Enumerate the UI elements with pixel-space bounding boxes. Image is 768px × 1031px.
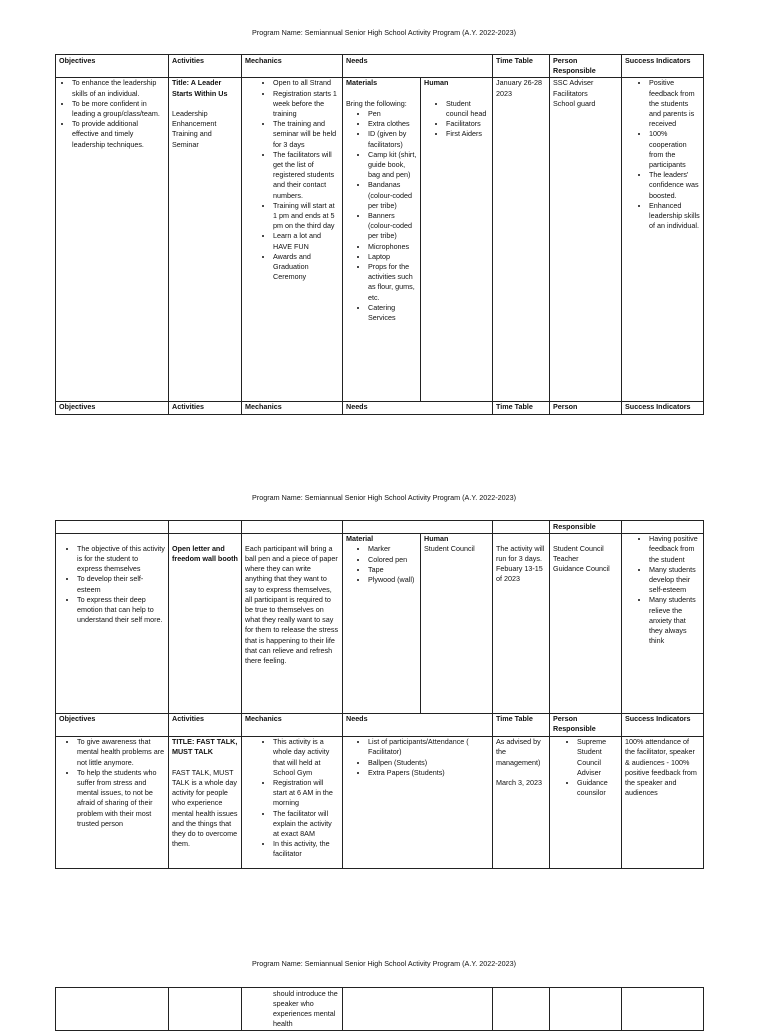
person-item: SSC Adviser bbox=[553, 78, 594, 88]
table-header-row bbox=[56, 401, 704, 414]
list-item: • The objective of this activity is for the student to express themselves bbox=[77, 544, 165, 575]
header-needs: Needs bbox=[343, 55, 493, 78]
header-objectives: Objectives bbox=[56, 713, 169, 736]
activities-cell bbox=[169, 736, 242, 868]
header-needs: Needs bbox=[343, 401, 493, 414]
header-time-table: Time Table bbox=[493, 401, 550, 414]
human-cell bbox=[421, 533, 493, 713]
list-item: • To be more confident in leading a group/class/team. bbox=[72, 99, 165, 119]
list-item: • Facilitators bbox=[446, 119, 489, 129]
list-item: • Registration will start at 6 AM in the morning bbox=[273, 778, 339, 809]
header-needs: Needs bbox=[343, 713, 493, 736]
human-label: Human bbox=[424, 78, 449, 88]
activity-title: Title: A Leader Starts Within Us bbox=[172, 78, 228, 98]
list-item: • Ballpen (Students) bbox=[368, 758, 489, 768]
header-activities: Activities bbox=[169, 55, 242, 78]
list-item: • List of participants/Attendance ( Facilitator) bbox=[368, 737, 489, 757]
header-person-responsible: Person Responsible bbox=[550, 55, 622, 78]
objectives-cell bbox=[56, 736, 169, 868]
list-item: • Bandanas (colour-coded per tribe) bbox=[368, 180, 417, 211]
success-indicators-cell bbox=[622, 533, 704, 713]
list-item: • Props for the activities such as flour, gums, etc. bbox=[368, 262, 417, 303]
person-responsible-cell bbox=[550, 77, 622, 401]
list-item: • First Aiders bbox=[446, 129, 489, 139]
list-item: • Training will start at 1 pm and ends at 5 pm on the third day bbox=[273, 201, 339, 232]
list-item: • Awards and Graduation Ceremony bbox=[273, 252, 339, 283]
objectives-cell bbox=[56, 77, 169, 401]
objectives-cell bbox=[56, 988, 169, 1031]
mechanics-cell bbox=[242, 77, 343, 401]
table-row bbox=[56, 77, 704, 401]
list-item: • Catering Services bbox=[368, 303, 417, 323]
header-success-indicators: Success Indicators bbox=[622, 401, 704, 414]
list-item: • The facilitators will get the list of registered students and their contact numbers. bbox=[273, 150, 339, 201]
time-table-cell bbox=[493, 77, 550, 401]
list-item: • Open to all Strand bbox=[273, 78, 339, 88]
mechanics-cell bbox=[242, 988, 343, 1031]
activities-cell bbox=[169, 533, 242, 713]
header-time-table: Time Table bbox=[493, 713, 550, 736]
header-objectives: Objectives bbox=[56, 55, 169, 78]
success-text: 100% attendance of the facilitator, speaker & audiences - 100% positive feedback from the speaker and audiences bbox=[625, 737, 697, 798]
list-item: • This activity is a whole day activity that will held at School Gym bbox=[273, 737, 339, 778]
list-item: • Student council head bbox=[446, 99, 489, 119]
activity-table-1 bbox=[55, 54, 704, 415]
header-activities: Activities bbox=[169, 713, 242, 736]
activity-subtitle: Leadership Enhancement Training and Seminar bbox=[172, 109, 217, 149]
header-empty bbox=[169, 521, 242, 534]
activities-cell bbox=[169, 988, 242, 1031]
materials-label: Material bbox=[346, 534, 374, 544]
list-item: • Extra clothes bbox=[368, 119, 417, 129]
header-empty bbox=[622, 521, 704, 534]
time-table-value: The activity will run for 3 days. Febuary 13-15 of 2023 bbox=[496, 543, 545, 584]
page-title: Program Name: Semiannual Senior High School Activity Program (A.Y. 2022-2023) bbox=[252, 28, 516, 37]
list-item: • Learn a lot and HAVE FUN bbox=[273, 231, 339, 251]
header-empty bbox=[56, 521, 169, 534]
person-responsible-cell bbox=[550, 988, 622, 1031]
mechanics-cell bbox=[242, 736, 343, 868]
materials-cell bbox=[343, 77, 421, 401]
human-cell bbox=[421, 77, 493, 401]
list-item: • Camp kit (shirt, guide book, bag and pen) bbox=[368, 150, 417, 181]
header-activities: Activities bbox=[169, 401, 242, 414]
activity-table-2 bbox=[55, 520, 704, 869]
list-item: • To provide additional effective and timely leadership techniques. bbox=[72, 119, 165, 150]
list-item: • Colored pen bbox=[368, 555, 417, 565]
person-item: Guidance Council bbox=[553, 564, 610, 574]
table-row bbox=[56, 988, 704, 1031]
list-item: • Pen bbox=[368, 109, 417, 119]
list-item: • Guidance counsilor bbox=[577, 778, 618, 798]
list-item: • Marker bbox=[368, 544, 417, 554]
time-table-cell bbox=[493, 736, 550, 868]
header-time-table: Time Table bbox=[493, 55, 550, 78]
list-item: • To give awareness that mental health problems are not little anymore. bbox=[77, 737, 165, 768]
list-item: • Enhanced leadership skills of an individual. bbox=[649, 201, 700, 232]
human-value: Student Council bbox=[424, 544, 475, 554]
list-item: • To express their deep emotion that can help to understand their self more. bbox=[77, 595, 165, 626]
list-item: • To enhance the leadership skills of an individual. bbox=[72, 78, 165, 98]
activity-title: TITLE: FAST TALK, MUST TALK bbox=[172, 737, 238, 757]
list-item: • The leaders' confidence was boosted. bbox=[649, 170, 700, 201]
header-person: Person bbox=[550, 401, 622, 414]
table-row bbox=[56, 736, 704, 868]
list-item: • Plywood (wall) bbox=[368, 575, 417, 585]
time-table-cell bbox=[493, 988, 550, 1031]
list-item: • Many students develop their self-esteem bbox=[649, 565, 700, 596]
list-item: • 100% cooperation from the participants bbox=[649, 129, 700, 170]
list-item: • To develop their self-esteem bbox=[77, 574, 165, 594]
header-success-indicators: Success Indicators bbox=[622, 55, 704, 78]
materials-intro: Bring the following: bbox=[346, 98, 407, 108]
person-item: Teacher bbox=[553, 553, 579, 563]
activity-description: FAST TALK, MUST TALK is a whole day activity for people who experience mental health issues and the things that they do to overcome them. bbox=[172, 767, 238, 849]
header-mechanics: Mechanics bbox=[242, 713, 343, 736]
header-mechanics: Mechanics bbox=[242, 55, 343, 78]
list-item: • Laptop bbox=[368, 252, 417, 262]
person-responsible-cell bbox=[550, 736, 622, 868]
materials-cell bbox=[343, 533, 421, 713]
list-item: • Extra Papers (Students) bbox=[368, 768, 489, 778]
list-item: • Registration starts 1 week before the training bbox=[273, 89, 339, 120]
person-responsible-cell bbox=[550, 533, 622, 713]
header-mechanics: Mechanics bbox=[242, 401, 343, 414]
header-person-responsible: Person Responsible bbox=[550, 713, 622, 736]
success-indicators-cell bbox=[622, 988, 704, 1031]
mechanics-text: Each participant will bring a ball pen and a piece of paper where they can write anything that they want to say to express themselves, all participant is required to be true to themselves on what they really want to say for them to release the stress that is happening to their life that can relieve and refresh there feeling. bbox=[245, 543, 339, 665]
time-table-value: January 26-28 2023 bbox=[496, 78, 542, 98]
activity-table-3 bbox=[55, 987, 704, 1031]
page-title: Program Name: Semiannual Senior High School Activity Program (A.Y. 2022-2023) bbox=[252, 959, 516, 968]
list-item: • Tape bbox=[368, 565, 417, 575]
materials-label: Materials bbox=[346, 78, 378, 88]
list-item: • The training and seminar will be held for 3 days bbox=[273, 119, 339, 150]
header-objectives: Objectives bbox=[56, 401, 169, 414]
person-item: School guard bbox=[553, 98, 596, 108]
time-table-cell bbox=[493, 533, 550, 713]
human-label: Human bbox=[424, 534, 449, 544]
table-header-row bbox=[56, 713, 704, 736]
page-title: Program Name: Semiannual Senior High School Activity Program (A.Y. 2022-2023) bbox=[252, 493, 516, 502]
table-header-row bbox=[56, 55, 704, 78]
list-item: • Banners (colour-coded per tribe) bbox=[368, 211, 417, 242]
success-indicators-cell bbox=[622, 77, 704, 401]
list-item: • The facilitator will explain the activity at exact 8AM bbox=[273, 809, 339, 840]
activities-cell bbox=[169, 77, 242, 401]
time-table-value: As advised by the management) bbox=[496, 737, 541, 767]
list-item: • ID (given by facilitators) bbox=[368, 129, 417, 149]
list-item: • Microphones bbox=[368, 242, 417, 252]
needs-cell bbox=[343, 988, 493, 1031]
list-item: • Positive feedback from the students and parents is received bbox=[649, 78, 700, 129]
list-item: • Supreme Student Council Adviser bbox=[577, 737, 618, 778]
needs-cell bbox=[343, 736, 493, 868]
time-table-value: March 3, 2023 bbox=[496, 777, 542, 787]
table-header-row bbox=[56, 521, 704, 534]
list-item: • In this activity, the facilitator bbox=[273, 839, 339, 859]
header-responsible: Responsible bbox=[550, 521, 622, 534]
header-empty bbox=[493, 521, 550, 534]
mechanics-cell bbox=[242, 533, 343, 713]
objectives-cell bbox=[56, 533, 169, 713]
mechanics-continued: should introduce the speaker who experiences mental health bbox=[273, 988, 338, 1029]
list-item: • To help the students who suffer from stress and mental issues, to not be afraid of sharing of their problem with their most trusted person bbox=[77, 768, 165, 829]
activity-title: Open letter and freedom wall booth bbox=[172, 543, 238, 563]
header-empty bbox=[242, 521, 343, 534]
success-indicators-cell bbox=[622, 736, 704, 868]
header-empty bbox=[343, 521, 493, 534]
person-item: Student Council bbox=[553, 543, 604, 553]
list-item: • Having positive feedback from the student bbox=[649, 534, 700, 565]
person-item: Facilitators bbox=[553, 88, 588, 98]
list-item: • Many students relieve the anxiety that they always think bbox=[649, 595, 700, 646]
header-success-indicators: Success Indicators bbox=[622, 713, 704, 736]
table-row bbox=[56, 533, 704, 713]
